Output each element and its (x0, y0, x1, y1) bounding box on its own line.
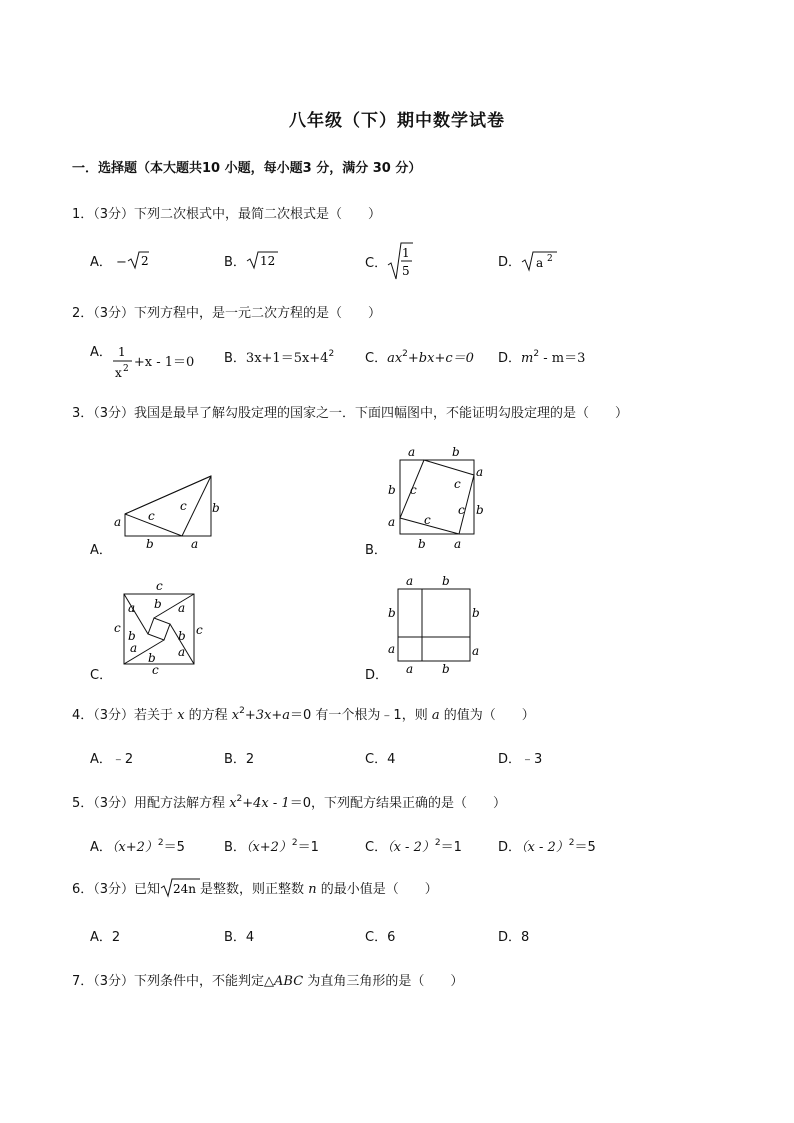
page-title: 八年级（下）期中数学试卷 (289, 111, 505, 131)
svg-text:a: a (476, 465, 484, 479)
svg-text:1: 1 (117, 345, 126, 359)
q4-option-d[interactable]: D．﹣3 (498, 752, 543, 767)
question-1-stem: 1．（3分）下列二次根式中，最简二次根式是（ ） (72, 207, 382, 222)
svg-text:c: c (148, 509, 155, 523)
svg-text:a: a (406, 574, 414, 588)
svg-text:b: b (442, 574, 450, 588)
svg-text:a: a (128, 601, 136, 615)
svg-text:a: a (114, 515, 122, 529)
svg-text:a: a (406, 662, 414, 676)
svg-text:b: b (388, 606, 396, 620)
question-5-stem: 5．（3分）用配方法解方程 $x^2+4x - 1=0$，下列配方结果正确的是（ ） (72, 794, 506, 811)
figure-b-square (384, 444, 494, 552)
q2-option-b[interactable]: B．$3x+1=5x+4^2$ (224, 349, 335, 366)
svg-text:b: b (146, 537, 154, 550)
svg-text:c: c (410, 483, 417, 497)
svg-text:2: 2 (140, 254, 149, 268)
q1-option-d[interactable] (498, 248, 557, 272)
svg-text:12: 12 (259, 254, 276, 268)
svg-text:b: b (212, 501, 220, 515)
svg-text:b: b (472, 606, 480, 620)
svg-text:b: b (178, 629, 186, 643)
svg-text:c: c (424, 513, 431, 527)
q5-option-c[interactable]: C．（x - 2）$^2$＝1 (365, 838, 462, 855)
q5-option-a[interactable]: A．$(x+2)^2=5$ (90, 838, 185, 855)
svg-text:b: b (148, 651, 156, 665)
question-2-stem: 2．（3分）下列方程中，是一元二次方程的是（ ） (72, 306, 382, 321)
q1-option-b[interactable] (224, 250, 278, 270)
q3-option-b[interactable]: B． (365, 543, 387, 558)
sqrt-symbol-icon (127, 250, 149, 270)
question-4-stem: 4．（3分）若关于 x 的方程 $x^2+3x+a=0$ 有一个根为﹣1，则 a 的值为（ ） (72, 706, 535, 723)
fraction-icon (112, 344, 134, 384)
option-label: B． (224, 255, 246, 270)
sqrt-symbol-icon (521, 248, 557, 272)
svg-text:a: a (454, 537, 462, 551)
svg-text:5: 5 (402, 264, 410, 278)
svg-text:b: b (128, 629, 136, 643)
svg-text:b: b (388, 483, 396, 497)
q4-option-a[interactable]: A．﹣2 (90, 752, 134, 767)
figure-c-square (108, 578, 218, 678)
q1-option-a[interactable]: A． − 2 (90, 250, 149, 270)
svg-text:b: b (452, 445, 460, 459)
option-label: D． (498, 255, 522, 270)
svg-text:c: c (458, 503, 465, 517)
svg-text:b: b (442, 662, 450, 676)
q1-option-c[interactable] (365, 241, 413, 285)
q3-option-a[interactable]: A． (90, 543, 112, 558)
figure-d-square (384, 573, 494, 679)
svg-text:a: a (536, 256, 544, 270)
svg-text:a: a (408, 445, 416, 459)
svg-text:a: a (472, 644, 480, 658)
question-7-stem: 7．（3分）下列条件中，不能判定△ABC 为直角三角形的是（ ） (72, 974, 464, 989)
q5-option-d[interactable]: D．（x - 2）$^2$＝5 (498, 838, 596, 855)
option-label: A． (90, 255, 112, 270)
svg-text:c: c (156, 579, 163, 593)
svg-text:c: c (454, 477, 461, 491)
q4-option-c[interactable]: C．4 (365, 752, 396, 767)
svg-text:a: a (178, 601, 186, 615)
svg-text:a: a (388, 642, 396, 656)
svg-text:1: 1 (402, 246, 410, 260)
q2-option-d[interactable]: D．$m^2 - m=3$ (498, 349, 586, 366)
svg-text:c: c (196, 623, 203, 637)
option-label: C． (365, 256, 388, 271)
sqrt-symbol-icon (160, 876, 200, 898)
q6-option-c[interactable]: C．6 (365, 930, 396, 945)
sqrt-symbol-icon (246, 250, 278, 270)
svg-text:c: c (152, 663, 159, 677)
svg-text:b: b (418, 537, 426, 551)
svg-text:c: c (114, 621, 121, 635)
q4-option-b[interactable]: B．2 (224, 752, 255, 767)
svg-text:x: x (114, 366, 122, 380)
figure-a-trapezoid (108, 470, 228, 550)
svg-text:a: a (191, 537, 199, 550)
q3-option-c[interactable]: C． (90, 668, 113, 683)
q6-option-b[interactable]: B．4 (224, 930, 255, 945)
svg-text:2: 2 (122, 364, 129, 374)
sqrt-fraction-icon (387, 241, 413, 281)
svg-text:a: a (130, 641, 138, 655)
q2-option-c[interactable]: C．$ax^2+bx+c=0$ (365, 349, 474, 366)
section-heading: 一．选择题（本大题共10 小题，每小题3 分，满分 30 分） (72, 161, 422, 176)
q6-option-d[interactable]: D．8 (498, 930, 530, 945)
svg-text:c: c (180, 499, 187, 513)
svg-text:24n: 24n (173, 882, 197, 896)
question-3-stem: 3．（3分）我国是最早了解勾股定理的国家之一．下面四幅图中，不能证明勾股定理的是（ ） (72, 406, 629, 421)
q6-option-a[interactable]: A．2 (90, 930, 121, 945)
svg-text:b: b (154, 597, 162, 611)
svg-text:b: b (476, 503, 484, 517)
svg-text:a: a (178, 645, 186, 659)
q2-option-a[interactable]: A． 1 x 2 +x - 1＝0 (90, 341, 194, 384)
svg-text:2: 2 (547, 254, 553, 264)
question-6-stem: 6．（3分）已知 24n 是整数，则正整数 n 的最小值是（ ） (72, 876, 438, 898)
svg-text:a: a (388, 515, 396, 529)
q5-option-b[interactable]: B．$(x+2)^2=1$ (224, 838, 319, 855)
q3-option-d[interactable]: D． (365, 668, 389, 683)
